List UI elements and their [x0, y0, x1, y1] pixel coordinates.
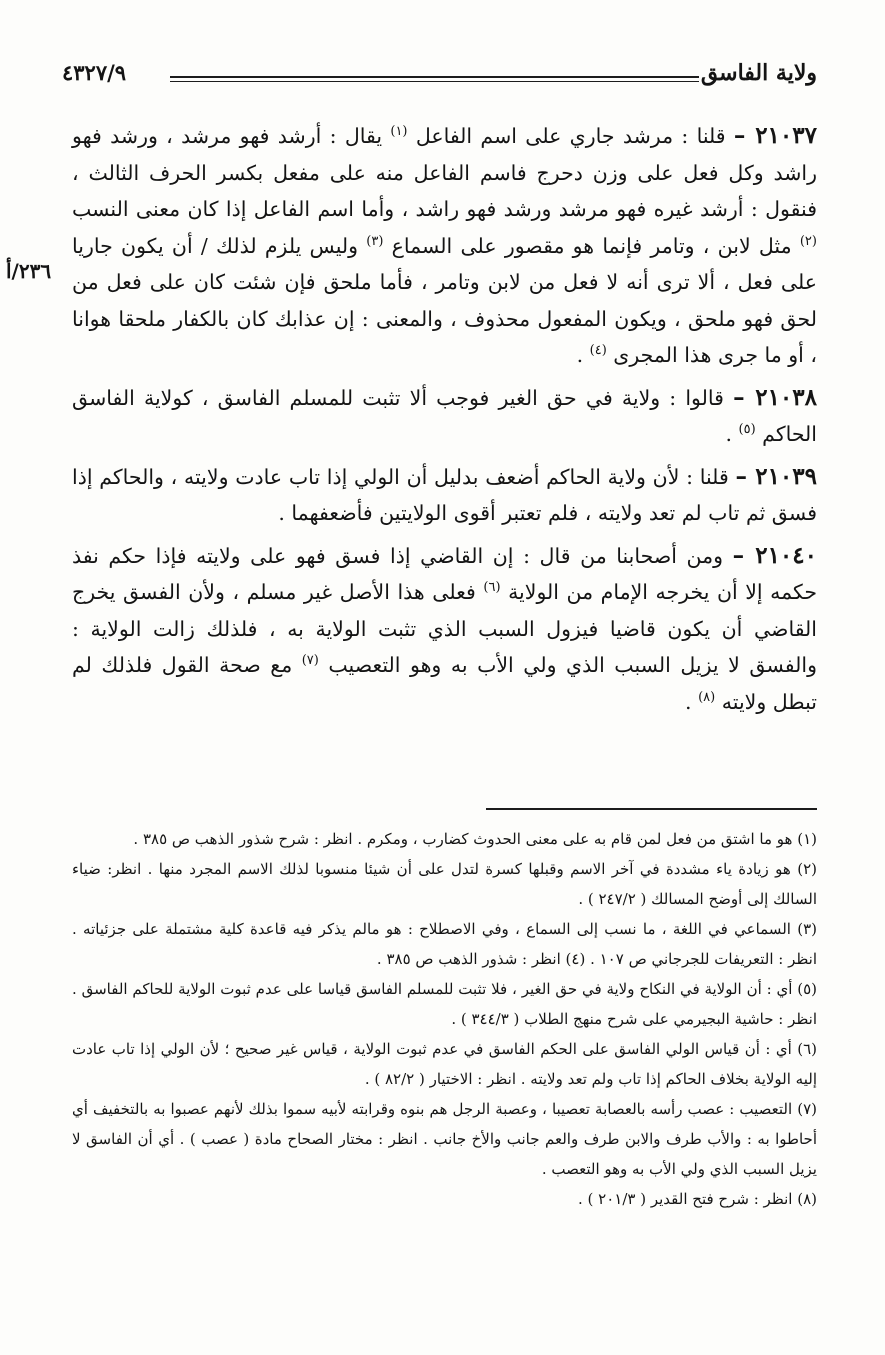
running-title: ولاية الفاسق — [700, 60, 817, 86]
margin-folio-note: ٢٣٦/أ — [6, 259, 52, 283]
paragraph-text: يقال : أرشد فهو مرشد ، ورشد فهو راشد وكل فعل على وزن دحرج فاسم الفاعل منه على مفعل بكسر الحرف الثالث ، فنقول : أرشد غيره فهو مرشد ورشد فهو راشد ، وأما اسم الفاعل إذا كان معنى النسب — [72, 124, 817, 221]
footnote-ref: (١) — [390, 124, 408, 140]
footnote-ref: (٨) — [698, 689, 716, 705]
paragraph-text: قلنا : مرشد جاري على اسم الفاعل — [415, 124, 726, 148]
paragraph-text: مع صحة القول فلذلك لم تبطل ولايته — [72, 653, 817, 714]
paragraph-21038 — [72, 380, 817, 453]
paragraph-text: ومن أصحابنا من قال : إن القاضي إذا فسق فهو على ولايته فإذا حكم نفذ حكمه إلا أن يخرجه الإمام من الولاية — [72, 543, 817, 604]
header-rule — [170, 76, 699, 82]
footnote-2: (٢) هو زيادة ياء مشددة في آخر الاسم وقبلها كسرة لتدل على أن شيئا منسوبا لذلك الاسم المجرد منها . انظر: ضياء السالك إلى أوضح المسالك ( ٢٤٧/٢ ) . — [72, 860, 817, 908]
footnote-8: (٨) انظر : شرح فتح القدير ( ٢٠١/٣ ) . — [578, 1190, 817, 1208]
paragraph-text: وليس يلزم لذلك / أن يكون جاريا على فعل ، ألا ترى أنه لا فعل من لابن وتامر ، فأما ملحق فإن شئت كان على فعل من لحق فهو ملحق ، ويكون المفعول محذوف ، والمعنى : إن عذابك كان بالكفار ملحقا هوانا ، أو ما جرى هذا المجرى — [72, 233, 817, 367]
footnote-separator — [486, 808, 817, 810]
footnote-6: (٦) أي : أن قياس الولي الفاسق على الحكم الفاسق في عدم ثبوت الولاية ، قياس غير صحيح ؛ لأن الولي إذا تاب عادت إليه الولاية بخلاف الحاكم إذا تاب ولم تعد ولايته . انظر : الاختيار ( ٨٢/٢ ) . — [72, 1040, 817, 1088]
paragraph-21040 — [72, 538, 817, 721]
paragraph-text: . — [576, 343, 590, 367]
footnote-ref: (٤) — [589, 343, 607, 359]
running-page-ref: ٤٣٢٧/٩ — [62, 60, 127, 85]
paragraph-text: . — [725, 422, 739, 446]
paragraph-number: ٢١٠٣٩ – — [735, 462, 817, 490]
paragraph-text: . — [685, 689, 699, 714]
footnotes — [72, 824, 817, 1214]
footnote-ref: (٧) — [301, 653, 319, 669]
paragraph-text: فعلى هذا الأصل غير مسلم ، ولأن الفسق يخرج القاضي أن يكون قاضيا فيزول السبب الذي تثبت الولاية به ، فلذلك زالت الولاية : والفسق لا يزيل السبب الذي ولي الأب به وهو التعصيب — [72, 580, 817, 677]
footnote-ref: (٢) — [799, 233, 817, 249]
paragraph-number: ٢١٠٣٧ – — [733, 122, 817, 149]
footnote-5: (٥) أي : أن الولاية في النكاح ولاية في حق الغير ، فلا تثبت للمسلم الفاسق قياسا على عدم ثبوت الولاية للحاكم الفاسق . انظر : حاشية البجيرمي على شرح منهج الطلاب ( ٣٤٤/٣ ) . — [72, 980, 817, 1028]
paragraph-text: قالوا : ولاية في حق الغير فوجب ألا تثبت للمسلم الفاسق ، كولاية الفاسق الحاكم — [72, 385, 817, 446]
paragraph-number: ٢١٠٣٨ – — [733, 383, 817, 411]
footnote-1: (١) هو ما اشتق من فعل لمن قام به على معنى الحدوث كضارب ، ومكرم . انظر : شرح شذور الذهب ص ٣٨٥ . — [133, 830, 817, 848]
paragraph-21039 — [72, 459, 817, 532]
paragraph-text: مثل لابن ، وتامر فإنما هو مقصور على السماع — [391, 233, 792, 258]
footnote-7: (٧) التعصيب : عصب رأسه بالعصابة تعصيبا ، وعصبة الرجل هم بنوه وقرابته لأبيه سموا بذلك لأنهم عصبوا به بالتخفيف أي أحاطوا به : والأب طرف والابن طرف والعم جانب والأخ جانب . انظر : مختار الصحاح مادة ( عصب ) . أي أن الفاسق لا يزيل السبب الذي ولي الأب به وهو التعصب . — [72, 1100, 817, 1178]
footnote-ref: (٦) — [483, 580, 501, 596]
paragraph-text: قلنا : لأن ولاية الحاكم أضعف بدليل أن الولي إذا تاب عادت ولايته ، والحاكم إذا فسق ثم تاب لم تعد ولايته ، فلم تعتبر أقوى الولايتين فأضعفهما . — [72, 464, 817, 525]
paragraph-21037 — [72, 118, 817, 374]
main-text — [72, 118, 817, 726]
footnote-3-4: (٣) السماعي في اللغة ، ما نسب إلى السماع ، وفي الاصطلاح : هو مالم يذكر فيه قاعدة كلية مشتملة على جزئياته . انظر : التعريفات للجرجاني ص ١٠٧ . (٤) انظر : شذور الذهب ص ٣٨٥ . — [72, 920, 817, 968]
footnote-ref: (٥) — [738, 422, 756, 438]
footnote-ref: (٣) — [366, 233, 384, 249]
running-header — [62, 54, 817, 100]
paragraph-number: ٢١٠٤٠ – — [732, 541, 817, 569]
